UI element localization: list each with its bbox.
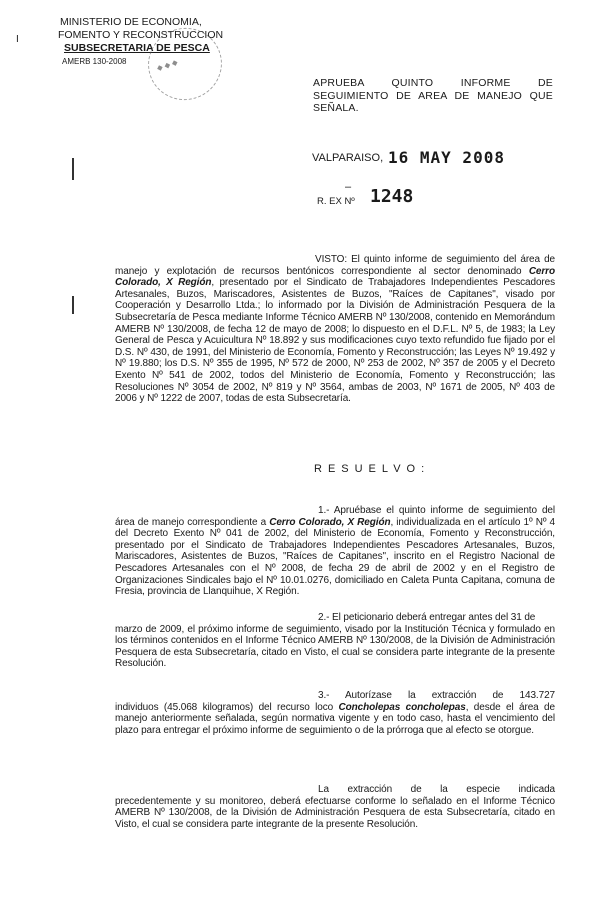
item-1-sector: Cerro Colorado, X Región bbox=[269, 516, 391, 528]
item-3-species: Concholepas concholepas bbox=[338, 701, 466, 713]
margin-line-mid bbox=[72, 296, 74, 314]
subsecretaria-line: SUBSECRETARIA DE PESCA bbox=[64, 42, 210, 54]
resolution-item-1 bbox=[115, 505, 555, 598]
place-label: VALPARAISO, bbox=[312, 152, 384, 164]
item-2-text: marzo de 2009, el próximo informe de seguimiento, visado por la Institución Técnica y formulado en los términos contenidos en el Informe Técnico AMERB Nº 130/2008, de la División de Administración Pesquera de esta Subsecretaría, citado en Visto, el cual se considera parte integrante de la presente Resolución. bbox=[115, 623, 555, 670]
visto-paragraph bbox=[115, 254, 555, 405]
margin-line-top bbox=[72, 158, 74, 180]
stamp-text: ◆ ◆ ◆ bbox=[155, 57, 179, 73]
dash-mark: – bbox=[345, 181, 352, 193]
resolution-number: 1248 bbox=[370, 186, 414, 207]
resuelvo-heading: RESUELVO: bbox=[314, 463, 431, 475]
visto-text-2: , presentado por el Sindicato de Trabajadores Independientes Pescadores Artesanales, Buzos, Mariscadores, Asistentes de Buzos, "Raíces de Capitanes", visado por Cooperación y Desarrollo Ltda.; lo informado por la División de Administración Pesquera de la Subsecretaría de Pesca mediante Informe Técnico AMERB Nº 130/2008, contenido en Memorándum AMERB Nº 130/2008, de fecha 12 de mayo de 2008; lo dispuesto en el D.F.L. Nº 5, de 1983; la Ley General de Pesca y Acuicultura Nº 18.892 y sus modificaciones cuyo texto refundido fue fijado por el D.S. Nº 430, de 1991, del Ministerio de Economía, Fomento y Reconstrucción; las Leyes Nº 19.492 y Nº 19.880; los D.S. Nº 355 de 1995, Nº 572 de 2000, Nº 253 de 2002, Nº 357 de 2005 y el Decreto Exento Nº 541 de 2002, todos del Ministerio de Economía, Fomento y Reconstrucción; las Resoluciones Nº 3054 de 2002, Nº 819 y Nº 3564, ambas de 2003, Nº 1671 de 2005, Nº 403 de 2006 y Nº 1222 de 2007, todas de esta Subsecretaría. bbox=[115, 277, 556, 405]
resolution-item-2 bbox=[115, 612, 555, 670]
resolution-item-3 bbox=[115, 690, 555, 736]
document-title: APRUEBA QUINTO INFORME DE SEGUIMIENTO DE AREA DE MANEJO QUE SEÑALA. bbox=[313, 77, 553, 114]
resolution-item-4 bbox=[115, 784, 555, 830]
item-4-text: precedentemente y su monitoreo, deberá efectuarse conforme lo señalado en el Informe Técnico AMERB Nº 130/2008, de la División de Administración Pesquera de esta Subsecretaría, citado en Visto, el cual se considera parte integrante de la presente Resolución. bbox=[115, 795, 555, 830]
ministry-line-2: FOMENTO Y RECONSTRUCCION bbox=[58, 29, 224, 41]
resolution-label: R. EX Nº bbox=[317, 196, 355, 207]
item-3-body bbox=[115, 702, 555, 737]
ministry-line-1: MINISTERIO DE ECONOMIA, bbox=[60, 16, 202, 28]
item-2-lead: 2.- El peticionario deberá entregar antes del 31 de bbox=[318, 612, 536, 623]
item-1-text: , individualizada en el artículo 1º Nº 4 del Decreto Exento Nº 041 de 2002, del Ministerio de Economía, Fomento y Reconstrucción, presentado por el Sindicato de Trabajadores Independientes Pescadores Artesanales, Buzos, Mariscadores, Asistentes de Buzos, "Raíces de Capitanes", inscrito en el Registro Nacional de Pescadores Artesanales con el Nº 2008, de fecha 29 de abril de 2002 y en el Registro de Organizaciones Sindicales bajo el Nº 10.01.0276, domiciliado en Caleta Punta Capitana, comuna de Fresia, provincia de Llanquihue, X Región. bbox=[115, 516, 555, 598]
visto-sector: Cerro Colorado, X Región bbox=[115, 265, 555, 289]
item-1-lead: 1.- Apruébase el quinto informe de seguimiento del área de manejo correspondiente a bbox=[115, 505, 555, 528]
item-3-text-1: individuos (45.068 kilogramos) del recurso loco bbox=[115, 701, 339, 713]
visto-text-1: El quinto informe de seguimiento del área de manejo y explotación de recursos bentónicos correspondiente al sector denominado bbox=[115, 254, 555, 277]
item-4-lead: La extracción de la especie indicada bbox=[318, 784, 555, 795]
item-3-text-2: , desde el área de manejo anteriormente señalada, según normativa vigente y en todo caso, hasta el vencimiento del plazo para entregar el próximo informe de seguimiento o de la prórroga que al efecto se otorgue. bbox=[115, 701, 555, 736]
reference-code: AMERB 130-2008 bbox=[62, 57, 127, 66]
date-stamp: 16 MAY 2008 bbox=[388, 148, 505, 167]
item-3-lead: 3.- Autorízase la extracción de 143.727 bbox=[318, 690, 555, 701]
margin-mark: I bbox=[16, 34, 19, 45]
visto-lead: VISTO: bbox=[315, 254, 348, 265]
